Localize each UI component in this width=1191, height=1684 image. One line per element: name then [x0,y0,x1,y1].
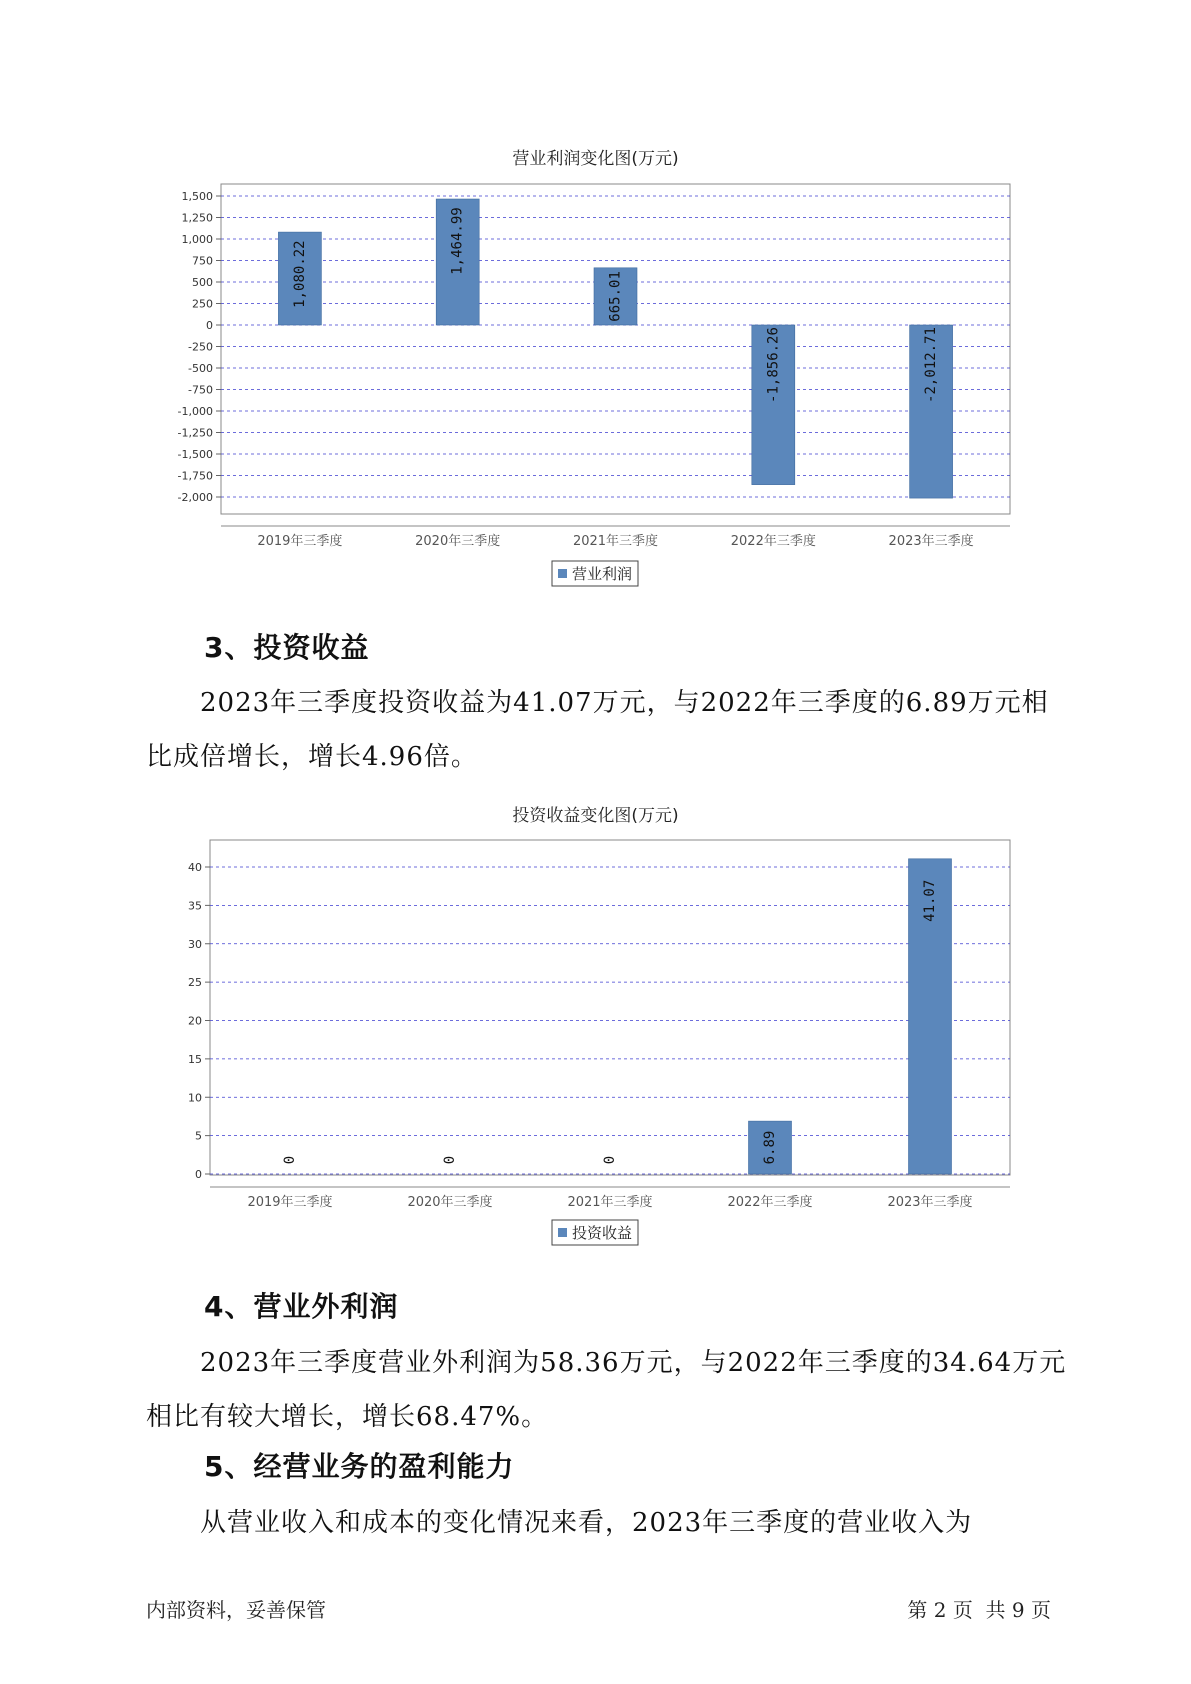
x-tick-label: 2020年三季度 [415,534,501,549]
footer-confidential-note: 内部资料，妥善保管 [146,1598,326,1622]
y-tick-label: 25 [188,976,202,990]
operating-profit-chart [0,170,1191,590]
footer-page-number: 第 2 页 共 9 页 [907,1598,1051,1622]
y-tick-label: 30 [188,937,202,951]
x-tick-label: 2023年三季度 [887,1195,973,1210]
y-tick-label: -1,500 [177,448,213,461]
y-tick-label: -1,250 [177,426,213,440]
bar-value-label: -2,012.71 [923,327,940,403]
y-tick-label: 0 [195,1168,202,1181]
section-text-non-operating-profit: 2023年三季度营业外利润为58.36万元，与2022年三季度的34.64万元相比有较大增长，增长68.47%。 [146,1348,1067,1432]
plot-area [221,184,1010,514]
bar-value-label: 1,464.99 [449,207,466,275]
section-heading-investment-income: 3、投资收益 [204,631,370,664]
y-tick-label: 15 [188,1052,202,1066]
legend-label: 营业利润 [572,565,633,583]
bar-value-label: 0 [282,1155,298,1165]
bar-value-label: 665.01 [607,271,624,322]
bar-value-label: 0 [442,1155,458,1165]
y-tick-label: 20 [188,1014,202,1028]
x-tick-label: 2023年三季度 [888,534,974,549]
y-tick-label: 1,500 [181,190,213,203]
chart2-title: 投资收益变化图(万元) [512,806,679,826]
y-tick-label: 5 [195,1129,202,1143]
y-tick-label: 35 [188,899,202,913]
legend-label: 投资收益 [572,1224,633,1242]
section-heading-non-operating-profit: 4、营业外利润 [204,1290,399,1323]
x-tick-label: 2020年三季度 [407,1195,493,1210]
bar-value-label: 0 [602,1155,618,1165]
y-tick-label: 1,000 [181,233,213,246]
bar-value-label: -1,856.26 [765,327,782,403]
y-tick-label: 750 [192,254,213,268]
y-tick-label: -1,000 [177,405,213,418]
y-tick-label: 500 [192,276,213,289]
bar-value-label: 6.89 [762,1130,778,1165]
y-tick-label: -2,000 [177,491,213,504]
legend-swatch [558,569,567,578]
y-tick-label: 0 [206,319,213,332]
chart1-title: 营业利润变化图(万元) [512,149,679,169]
y-tick-label: 10 [188,1091,202,1105]
y-tick-label: 1,250 [181,211,213,225]
y-tick-label: -1,750 [177,469,213,483]
y-tick-label: -500 [188,362,213,375]
x-tick-label: 2021年三季度 [567,1195,653,1210]
bar-value-label: 41.07 [922,879,938,922]
y-tick-label: 40 [188,861,202,874]
y-tick-label: 250 [192,297,213,311]
x-tick-label: 2022年三季度 [727,1195,813,1210]
investment-income-chart [0,830,1191,1250]
y-tick-label: -250 [188,340,213,354]
plot-area [210,840,1010,1175]
section-text-investment-income: 2023年三季度投资收益为41.07万元，与2022年三季度的6.89万元相比成倍增长，增长4.96倍。 [146,688,1049,772]
section-text-profitability: 从营业收入和成本的变化情况来看，2023年三季度的营业收入为 [200,1508,973,1538]
bar-value-label: 1,080.22 [291,240,308,308]
section-heading-profitability: 5、经营业务的盈利能力 [204,1450,515,1483]
y-tick-label: -750 [188,383,213,397]
x-tick-label: 2019年三季度 [257,534,343,549]
x-tick-label: 2019年三季度 [247,1195,333,1210]
x-tick-label: 2022年三季度 [730,534,816,549]
legend-swatch [558,1228,567,1237]
x-tick-label: 2021年三季度 [572,534,659,549]
